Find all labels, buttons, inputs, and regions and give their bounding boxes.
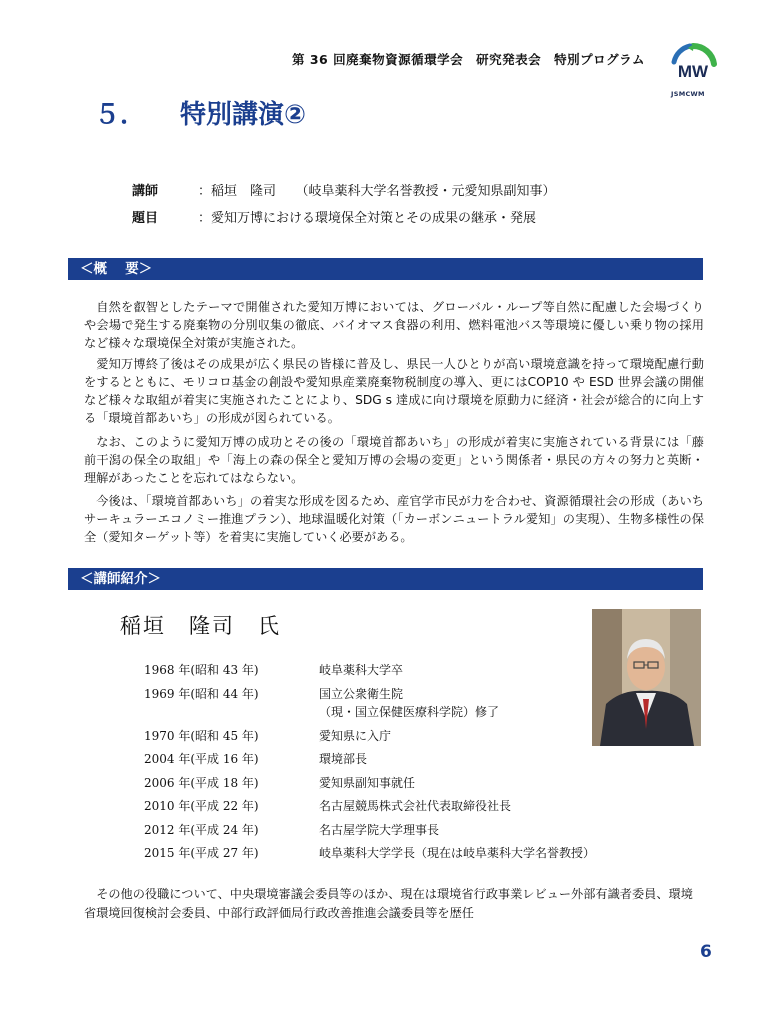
- history-row: [144, 661, 404, 678]
- logo-text: MW: [677, 62, 709, 81]
- history-year: 2010 年(平成 22 年): [144, 799, 259, 813]
- history-year: 1970 年(昭和 45 年): [144, 729, 259, 743]
- speaker-value: ：稲垣 隆司 （岐阜薬科大学名誉教授・元愛知県副知事）: [198, 184, 556, 199]
- history-event: 愛知県に入庁: [319, 729, 392, 743]
- speaker-name: 稲垣 隆司 氏: [120, 614, 281, 638]
- section-number: ５．: [94, 100, 147, 130]
- history-event: 環境部長: [319, 752, 368, 766]
- history-row: [144, 844, 596, 861]
- program-header: 第 36 回廃棄物資源循環学会 研究発表会 特別プログラム: [292, 52, 645, 67]
- history-event: 名古屋学院大学理事長: [319, 823, 440, 837]
- history-event: （現・国立保健医療科学院）修了: [319, 705, 500, 719]
- topic-value: ：愛知万博における環境保全対策とその成果の継承・発展: [198, 211, 537, 226]
- history-year: 2012 年(平成 24 年): [144, 823, 259, 837]
- overview-heading: ＜概 要＞: [68, 258, 703, 280]
- overview-paragraph-3: なお、このように愛知万博の成功とその後の「環境首都あいち」の形成が着実に実施されている背景には「藤前干潟の保全の取組」や「海上の森の保全と愛知万博の会場の変更」という関係者・県民の方々の努力と英断・理解があったことを忘れてはならない。: [84, 435, 704, 485]
- history-year: 2004 年(平成 16 年): [144, 752, 259, 766]
- topic-row: [132, 207, 536, 226]
- logo-subtext: JSMCWM: [671, 90, 705, 98]
- page-number: 6: [700, 942, 712, 962]
- history-row: [144, 727, 392, 744]
- profile-heading: ＜講師紹介＞: [68, 568, 703, 590]
- history-row: [144, 774, 416, 791]
- overview-paragraph-4: 今後は、「環境首都あいち」の着実な形成を図るため、産官学市民が力を合わせ、資源循環社会の形成（あいちサーキュラーエコノミー推進プラン）、地球温暖化対策（「カーボンニュートラル愛知」の実現）、生物多様性の保全（愛知ターゲット等）を着実に実施していく必要がある。: [84, 494, 704, 544]
- overview-paragraph-1: 自然を叡智としたテーマで開催された愛知万博においては、グローバル・ループ等自然に配慮した会場づくりや会場で発生する廃棄物の分別収集の徹底、バイオマス食器の利用、燃料電池バス等環境に優しい乗り物の採用など様々な環境保全対策が実施された。: [84, 300, 704, 350]
- speaker-row: [132, 180, 556, 199]
- history-row: [144, 750, 368, 767]
- section-title: [94, 94, 306, 131]
- other-roles: その他の役職について、中央環境審議会委員等のほか、現在は環境省行政事業レビュー外部有識者委員、環境省環境回復検討会委員、中部行政評価局行政改善推進会議委員等を歴任: [84, 887, 693, 920]
- history-year: 1968 年(昭和 43 年): [144, 663, 259, 677]
- history-row: [144, 685, 404, 702]
- history-event: 岐阜薬科大学学長（現在は岐阜薬科大学名誉教授）: [319, 846, 596, 860]
- history-event: 国立公衆衛生院: [319, 687, 404, 701]
- history-event: 岐阜薬科大学卒: [319, 663, 404, 677]
- history-year: 1969 年(昭和 44 年): [144, 687, 259, 701]
- section-title-text: 特別講演②: [180, 100, 307, 130]
- history-year: 2015 年(平成 27 年): [144, 846, 259, 860]
- speaker-label: 講師: [132, 184, 159, 199]
- history-event: 名古屋競馬株式会社代表取締役社長: [319, 799, 512, 813]
- history-year: 2006 年(平成 18 年): [144, 776, 259, 790]
- history-event: 愛知県副知事就任: [319, 776, 416, 790]
- history-row: [144, 797, 512, 814]
- overview-paragraph-2: 愛知万博終了後はその成果が広く県民の皆様に普及し、県民一人ひとりが高い環境意識を持って環境配慮行動をするとともに、モリコロ基金の創設や愛知県産業廃棄物税制度の導入、更にはCOP10 や ESD 世界会議の開催など様々な取組が着実に実施されたことにより、SDG s 達成に向け環境を原動力に経済・社会が総合的に向上する「環境首都あいち」の形成が図られている。: [84, 357, 704, 425]
- history-row: [144, 821, 440, 838]
- speaker-photo: [592, 609, 701, 746]
- jsmcwm-logo: [668, 42, 718, 92]
- topic-label: 題目: [132, 211, 159, 226]
- history-row: [144, 703, 500, 719]
